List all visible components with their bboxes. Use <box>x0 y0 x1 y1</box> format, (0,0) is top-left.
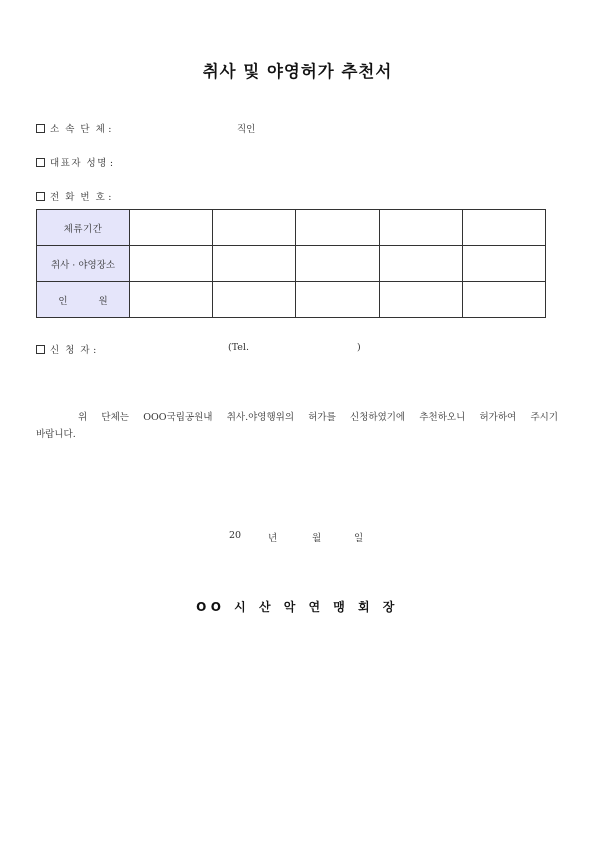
phone-colon: : <box>108 192 112 203</box>
phone-field <box>36 189 111 203</box>
body-line-2: 바랍니다. <box>36 429 76 440</box>
headcount-header: 인 원 <box>37 282 130 318</box>
representative-label: 대표자 성명 <box>50 158 108 169</box>
checkbox-icon <box>36 345 45 354</box>
representative-field <box>36 155 113 169</box>
applicant-field <box>36 342 96 356</box>
body-line-1: 위 단체는 OOO국립공원내 취사.야영행위의 허가를 신청하였기에 추천하오니 허가하여 주시기 <box>78 412 558 423</box>
table-cell <box>130 246 213 282</box>
table-cell <box>213 282 296 318</box>
table-row <box>37 282 546 318</box>
date-month-unit: 월 <box>312 533 322 544</box>
representative-colon: : <box>109 158 114 169</box>
applicant-tel-close: ) <box>357 342 361 353</box>
stay-info-table <box>36 209 546 318</box>
applicant-colon: : <box>93 345 97 356</box>
applicant-tel-open: (Tel. <box>228 342 249 353</box>
table-cell <box>213 210 296 246</box>
document-title: 취사 및 야영허가 추천서 <box>202 62 393 81</box>
table-cell <box>462 210 545 246</box>
checkbox-icon <box>36 158 45 167</box>
table-cell <box>379 210 462 246</box>
table-cell <box>296 246 379 282</box>
table-cell <box>130 210 213 246</box>
applicant-label: 신 청 자 <box>50 345 92 356</box>
table-cell <box>213 246 296 282</box>
signer-name: OO 시 산 악 연 맹 회 장 <box>196 600 399 614</box>
stay-period-header: 체류기간 <box>37 210 130 246</box>
recommendation-body <box>36 409 558 443</box>
table-cell <box>379 246 462 282</box>
table-cell <box>462 282 545 318</box>
phone-label: 전 화 번 호 <box>50 192 107 203</box>
table-cell <box>462 246 545 282</box>
checkbox-icon <box>36 124 45 133</box>
checkbox-icon <box>36 192 45 201</box>
date-year: 20 <box>229 530 242 541</box>
table-cell <box>130 282 213 318</box>
camp-location-header: 취사 · 야영장소 <box>37 246 130 282</box>
organization-colon: : <box>108 124 112 135</box>
date-day-unit: 일 <box>354 533 364 544</box>
table-row <box>37 246 546 282</box>
table-row <box>37 210 546 246</box>
organization-label: 소 속 단 체 <box>50 124 107 135</box>
table-cell <box>379 282 462 318</box>
seal-mark: 직인 <box>237 124 256 135</box>
date-year-unit: 년 <box>268 533 278 544</box>
organization-field <box>36 121 111 135</box>
table-cell <box>296 282 379 318</box>
table-cell <box>296 210 379 246</box>
